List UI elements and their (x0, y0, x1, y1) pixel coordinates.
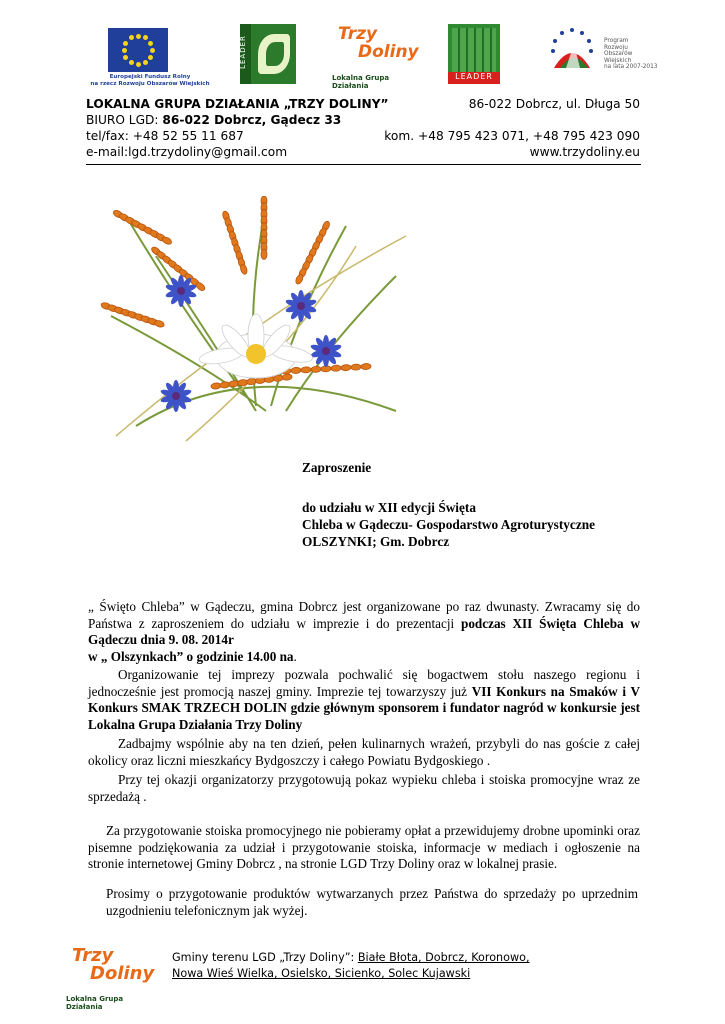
footer-gminy-1: Białe Błota, Dobrcz, Koronowo, (357, 951, 530, 964)
prow-line1: Program (604, 38, 629, 44)
paragraph-6: Prosimy o przygotowanie produktów wytwarzanych przez Państwa do sprzedaży po uprzednim uzgodnieniu telefonicznym jak wyżej. (106, 886, 638, 918)
office-line (86, 112, 341, 128)
footer-line1 (172, 950, 530, 966)
invitation-line2: Chleba w Gądeczu- Gospodarstwo Agroturystyczne (302, 517, 596, 532)
website-link[interactable]: www.trzydoliny.eu (529, 145, 640, 159)
eu-caption (82, 74, 218, 88)
footer-logo-trzy: Trzy (72, 945, 114, 966)
paragraph-2 (88, 667, 640, 733)
wheat-grain (239, 264, 248, 275)
wheat-grain (282, 374, 293, 381)
wheat-grain (361, 363, 371, 370)
p1-line2-bold: w „ Olszynkach” o godzinie 14.00 na (88, 649, 294, 664)
p1-line2-end: . (293, 649, 297, 664)
prow-line2: Rozwoju (604, 44, 628, 51)
prow-stars-icon (544, 24, 600, 72)
wheat-grain (154, 319, 165, 328)
wheat-grain (311, 366, 321, 373)
prow-line4: Wiejskich (604, 57, 632, 64)
leader-strip (240, 24, 251, 84)
logo-word-doliny: Doliny (358, 42, 419, 62)
eu-caption-line2: na rzecz Rozwoju Obszarów Wiejskich (90, 81, 210, 87)
paragraph-1 (88, 599, 640, 649)
eu-flag-icon (108, 28, 168, 72)
wheat-grain (301, 367, 311, 374)
invitation-line3: OLSZYNKI; Gm. Dobrcz (302, 534, 450, 549)
prow-line3: Obszarów (604, 51, 633, 58)
eu-star-icon (136, 34, 141, 39)
eu-logo (88, 24, 212, 88)
eu-star-icon (148, 55, 153, 60)
trzy-doliny-logo (328, 24, 420, 88)
eu-star-icon (123, 41, 128, 46)
eu-star-icon (129, 60, 134, 65)
leaf-inner-shape (266, 42, 284, 66)
leader2-label: LEADER (448, 72, 500, 84)
email-address[interactable]: e-mail:lgd.trzydoliny@gmail.com (86, 145, 288, 159)
p2-bold: VII Konkurs na Smaków i V Konkurs SMAK TRZECH DOLIN gdzie głównym sponsorem i fundator nagród w konkursie jest Lokalna Grupa Działania Trzy Doliny (88, 683, 640, 732)
prow-line5: na lata 2007-2013 (604, 64, 658, 71)
mosaic-icon (452, 28, 496, 72)
eu-star-icon (122, 48, 127, 53)
eu-star-icon (129, 35, 134, 40)
logo-caption: Lokalna Grupa Działania (332, 74, 390, 90)
leader-label: LEADER (238, 35, 247, 69)
p2-text: Organizowanie tej imprezy pozwala pochwalić się bogactwem stołu naszego regionu i jednocześnie jest promocją naszej gminy. Imprezie tej towarzyszy już (88, 667, 640, 699)
office-address: 86-022 Dobrcz, Gądecz 33 (162, 113, 342, 127)
header-divider (86, 164, 641, 165)
prow-logo (540, 24, 660, 86)
mobile-phones: kom. +48 795 423 071, +48 795 423 090 (384, 129, 640, 143)
eu-star-icon (150, 48, 155, 53)
eu-star-icon (136, 62, 141, 67)
paragraph-4: Przy tej okazji organizatorzy przygotowują pokaz wypieku chleba i stoiska promocyjne wraz ze sprzedażą . (88, 772, 640, 804)
telfax: tel/fax: +48 52 55 11 687 (86, 129, 244, 143)
wheat-grain (261, 249, 267, 259)
footer-gminy-2: Nowa Wieś Wielka, Osielsko, Sicienko, Solec Kujawski (172, 967, 471, 980)
invitation-title: Zaproszenie (302, 460, 372, 475)
invitation-line1: do udziału w XII edycji Święta (302, 500, 476, 515)
leader-mosaic-logo (448, 24, 500, 84)
eu-star-icon (143, 35, 148, 40)
wheat-grain (291, 367, 301, 374)
leader-logo (240, 24, 296, 84)
eu-caption-line1: Europejski Fundusz Rolny (109, 74, 191, 80)
paragraph-1-cont (88, 649, 640, 666)
footer-prefix: Gminy terenu LGD „Trzy Doliny”: (172, 951, 358, 964)
eu-star-icon (148, 41, 153, 46)
paragraph-3: Zadbajmy wspólnie aby na ten dzień, pełen kulinarnych wrażeń, przybyli do nas goście z całej okolicy oraz liczni mieszkańcy Bydgoszczy i całego Powiatu Bydgoskiego . (88, 736, 640, 768)
eu-star-icon (123, 55, 128, 60)
office-label: BIURO LGD: (86, 113, 163, 127)
footer-logo-doliny: Doliny (90, 963, 155, 984)
org-name: LOKALNA GRUPA DZIAŁANIA „TRZY DOLINY” (86, 97, 389, 111)
p1-bold: podczas XII Święta Chleba w Gądeczu dnia 9. 08. 2014r (88, 615, 640, 647)
wheat-flowers-illustration (96, 196, 416, 446)
paragraph-5: Za przygotowanie stoiska promocyjnego nie pobieramy opłat a przewidujemy drobne upominki oraz pisemne podziękowania za udział i przygotowanie stoiska, informacje w mediach i ogłoszenie na stronie internetowej Gminy Dobrcz , na stronie LGD Trzy Doliny oraz w lokalnej prasie. (88, 823, 640, 871)
eu-star-icon (143, 60, 148, 65)
prow-text (604, 38, 658, 71)
wheat-grain (341, 364, 351, 371)
p1-text: „ Święto Chleba” w Gądeczu, gmina Dobrcz jest organizowane po raz dwunasty. Zwracamy się do Państwa z zaproszeniem do udziału w imprezie i do prezentacji (88, 599, 640, 631)
logo-word-trzy: Trzy (338, 24, 378, 44)
footer-logo-caption: Lokalna Grupa Działania (66, 995, 124, 1011)
footer-trzy-doliny-logo (66, 945, 156, 1011)
wheat-grain (331, 365, 341, 372)
wheat-grain (351, 364, 361, 371)
org-address: 86-022 Dobrcz, ul. Długa 50 (468, 97, 640, 111)
